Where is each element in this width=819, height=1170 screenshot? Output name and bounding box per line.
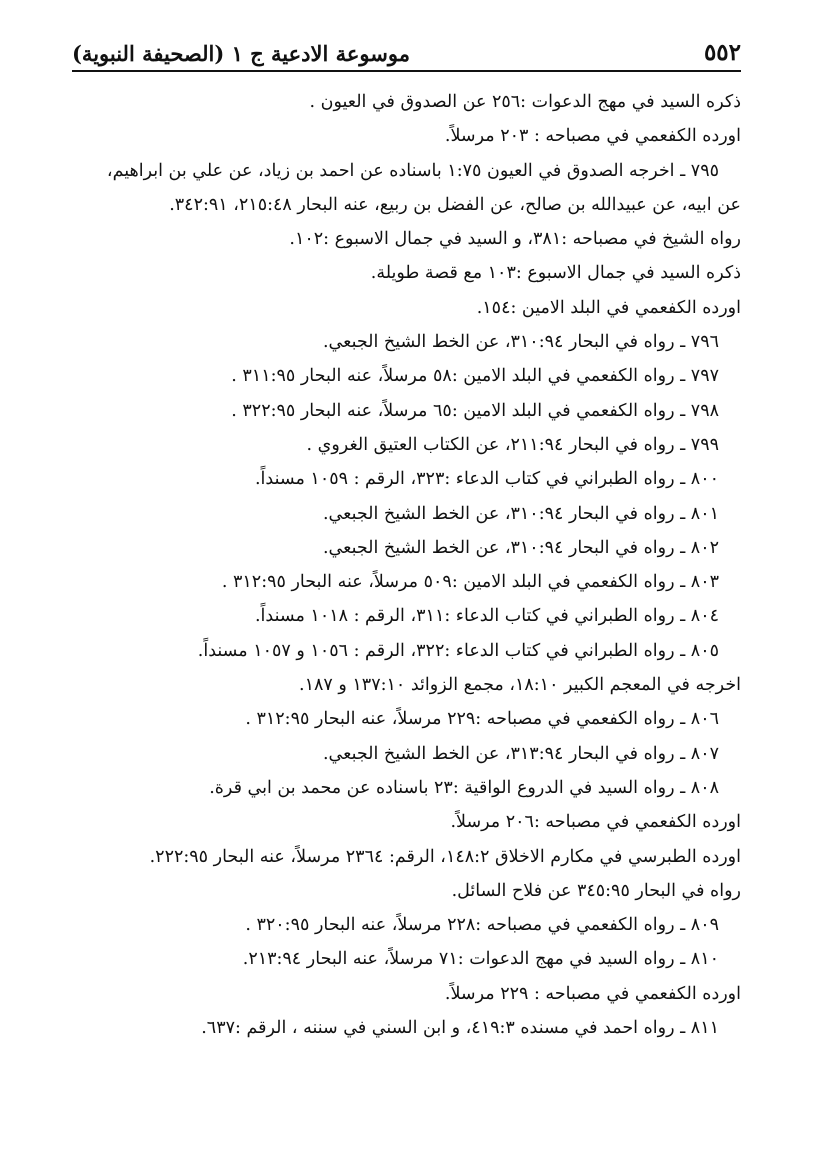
- text-line: ٨١١ ـ رواه احمد في مسنده ٤١٩:٣، و ابن السني في سننه ، الرقم :٦٣٧.: [201, 1018, 719, 1039]
- text-line: اخرجه في المعجم الكبير ١٨:١٠، مجمع الزوائد ١٣٧:١٠ و ١٨٧.: [299, 675, 741, 696]
- text-line: ٨٠٢ ـ رواه في البحار ٣١٠:٩٤، عن الخط الشيخ الجبعي.: [322, 537, 719, 558]
- text-line: ٧٩٩ ـ رواه في البحار ٢١١:٩٤، عن الكتاب العتيق الغروي .: [306, 434, 719, 455]
- text-line: ٨٠٧ ـ رواه في البحار ٣١٣:٩٤، عن الخط الشيخ الجبعي.: [322, 743, 719, 764]
- text-line: اورده الكفعمي في مصباحه : ٢٢٩ مرسلاً.: [444, 983, 741, 1004]
- text-line: رواه الشيخ في مصباحه :٣٨١، و السيد في جمال الاسبوع :١٠٢.: [289, 229, 741, 250]
- text-line: ذكره السيد في جمال الاسبوع :١٠٣ مع قصة طويلة.: [370, 263, 741, 284]
- text-line: ٨٠٦ ـ رواه الكفعمي في مصباحه :٢٢٩ مرسلاً، عنه البحار ٣١٢:٩٥ .: [245, 709, 719, 730]
- text-line: اورده الكفعمي في مصباحه :٢٠٦ مرسلاً.: [450, 812, 741, 833]
- text-line: ٨٠٠ ـ رواه الطبراني في كتاب الدعاء :٣٢٣، الرقم : ١٠٥٩ مسنداً.: [254, 469, 719, 490]
- text-line: ٨٠٤ ـ رواه الطبراني في كتاب الدعاء :٣١١، الرقم : ١٠١٨ مسنداً.: [254, 606, 719, 627]
- text-line: ٨١٠ ـ رواه السيد في مهج الدعوات :٧١ مرسلاً، عنه البحار ٢١٣:٩٤.: [242, 949, 719, 970]
- text-line: اورده الكفعمي في البلد الامين :١٥٤.: [476, 297, 741, 318]
- page-number: ٥٥٢: [703, 39, 741, 66]
- text-line: ٨٠٥ ـ رواه الطبراني في كتاب الدعاء :٣٢٢، الرقم : ١٠٥٦ و ١٠٥٧ مسنداً.: [197, 640, 719, 661]
- text-line: اورده الطبرسي في مكارم الاخلاق ١٤٨:٢، الرقم: ٢٣٦٤ مرسلاً، عنه البحار ٢٢٢:٩٥.: [149, 846, 741, 867]
- text-line: ٧٩٨ ـ رواه الكفعمي في البلد الامين :٦٥ مرسلاً، عنه البحار ٣٢٢:٩٥ .: [231, 400, 719, 421]
- text-line: ٨٠١ ـ رواه في البحار ٣١٠:٩٤، عن الخط الشيخ الجبعي.: [322, 503, 719, 524]
- footnotes-body: [72, 85, 741, 1045]
- text-line: ٧٩٦ ـ رواه في البحار ٣١٠:٩٤، عن الخط الشيخ الجبعي.: [322, 332, 719, 353]
- text-line: رواه في البحار ٣٤٥:٩٥ عن فلاح السائل.: [451, 880, 741, 901]
- text-line: اورده الكفعمي في مصباحه : ٢٠٣ مرسلاً.: [444, 126, 741, 147]
- header-title: موسوعة الادعية ج ١ (الصحيفة النبوية): [72, 41, 410, 66]
- text-line: ٧٩٥ ـ اخرجه الصدوق في العيون ١:٧٥ باسناده عن احمد بن زياد، عن علي بن ابراهيم،: [106, 160, 719, 181]
- text-line: ٨٠٨ ـ رواه السيد في الدروع الواقية :٢٣ باسناده عن محمد بن ابي قرة.: [209, 777, 719, 798]
- text-line: ٨٠٣ ـ رواه الكفعمي في البلد الامين :٥٠٩ مرسلاً، عنه البحار ٣١٢:٩٥ .: [221, 572, 719, 593]
- running-header: [72, 28, 741, 72]
- text-line: ذكره السيد في مهج الدعوات :٢٥٦ عن الصدوق في العيون .: [309, 92, 741, 112]
- text-line: عن ابيه، عن عبيدالله بن صالح، عن الفضل بن ربيع، عنه البحار ٢١٥:٤٨، ٣٤٢:٩١.: [169, 194, 741, 215]
- text-line: ٨٠٩ ـ رواه الكفعمي في مصباحه :٢٢٨ مرسلاً، عنه البحار ٣٢٠:٩٥ .: [245, 915, 719, 936]
- text-line: ٧٩٧ ـ رواه الكفعمي في البلد الامين :٥٨ مرسلاً، عنه البحار ٣١١:٩٥ .: [231, 366, 719, 387]
